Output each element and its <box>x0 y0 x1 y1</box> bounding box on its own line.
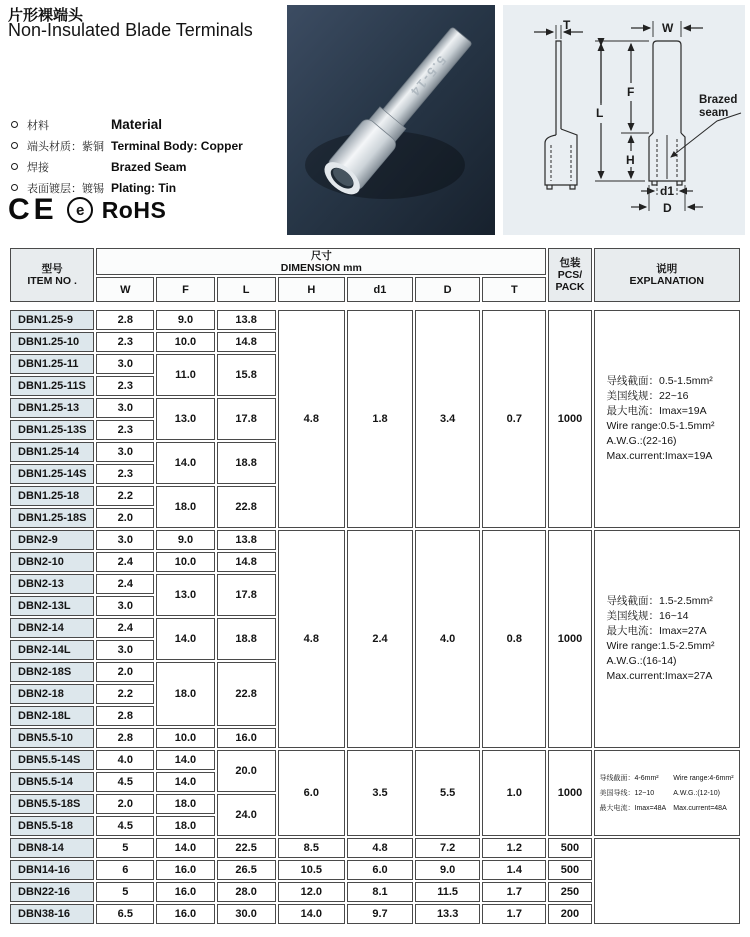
value-cell: 2.0 <box>96 508 154 528</box>
item-no-cell: DBN5.5-18S <box>10 794 94 814</box>
page-title-zh: 片形裸端头 <box>8 7 84 24</box>
col-header-item-no: 型号 ITEM NO . <box>10 248 94 302</box>
material-label-en: Terminal Body: Copper <box>111 138 243 153</box>
value-cell: 1.7 <box>482 882 546 902</box>
bullet-icon <box>11 121 18 128</box>
item-no-cell: DBN1.25-18 <box>10 486 94 506</box>
spec-table-header <box>8 246 742 304</box>
col-header-h: H <box>278 277 345 302</box>
value-cell: 17.8 <box>217 398 276 440</box>
explanation-cell: 导线截面：1.5-2.5mm² 美国线规：16~14 最大电流：Imax=27A Wire range:1.5-2.5mm² A.W.G.:(16-14) Max.current:Imax=27A <box>594 530 740 748</box>
value-cell: 13.0 <box>156 574 214 616</box>
value-cell: 3.0 <box>96 596 154 616</box>
dim-label-f: F <box>627 85 635 99</box>
explanation-cell: 导线截面：4-6mm² 美国导线：12~10 最大电流：Imax=48A Wire range:4-6mm² A.W.G.:(12-10) Max.current=48A <box>594 750 740 836</box>
value-cell: 6.0 <box>278 750 345 836</box>
value-cell: 2.0 <box>96 794 154 814</box>
value-cell: 14.0 <box>278 904 345 924</box>
item-no-cell: DBN14-16 <box>10 860 94 880</box>
material-label-zh: 焊接 <box>27 161 49 174</box>
item-no-cell: DBN1.25-18S <box>10 508 94 528</box>
col-header-d: D <box>415 277 480 302</box>
value-cell: 3.0 <box>96 354 154 374</box>
value-cell: 14.0 <box>156 442 214 484</box>
value-cell: 2.2 <box>96 486 154 506</box>
col-header-l: L <box>217 277 276 302</box>
item-no-cell: DBN1.25-11 <box>10 354 94 374</box>
item-no-cell: DBN5.5-10 <box>10 728 94 748</box>
value-cell: 14.8 <box>217 332 276 352</box>
value-cell: 2.0 <box>96 662 154 682</box>
value-cell: 18.0 <box>156 662 214 726</box>
value-cell: 1000 <box>548 530 591 748</box>
material-label-en: Brazed Seam <box>111 159 187 174</box>
material-label-en: Material <box>111 117 163 132</box>
bullet-icon <box>11 163 18 170</box>
explanation-cell: 导线截面：0.5-1.5mm² 美国线规：22~16 最大电流：Imax=19A Wire range:0.5-1.5mm² A.W.G.:(22-16) Max.current:Imax=19A <box>594 310 740 528</box>
item-no-cell: DBN1.25-9 <box>10 310 94 330</box>
value-cell: 14.0 <box>156 750 214 770</box>
top-section <box>0 0 750 244</box>
value-cell: 11.5 <box>415 882 480 902</box>
value-cell: 3.0 <box>96 442 154 462</box>
value-cell: 13.0 <box>156 398 214 440</box>
item-no-cell: DBN22-16 <box>10 882 94 902</box>
value-cell: 3.0 <box>96 398 154 418</box>
value-cell: 2.8 <box>96 706 154 726</box>
dim-label-h: H <box>626 153 635 167</box>
value-cell: 24.0 <box>217 794 276 836</box>
value-cell: 15.8 <box>217 354 276 396</box>
value-cell: 10.0 <box>156 728 214 748</box>
col-header-t: T <box>482 277 546 302</box>
material-label-zh: 表面镀层：镀锡 <box>27 182 104 195</box>
value-cell: 14.0 <box>156 772 214 792</box>
value-cell: 3.0 <box>96 640 154 660</box>
dimension-diagram <box>503 5 745 235</box>
item-no-cell: DBN1.25-14 <box>10 442 94 462</box>
value-cell: 3.4 <box>415 310 480 528</box>
value-cell: 2.8 <box>96 310 154 330</box>
value-cell: 2.4 <box>347 530 413 748</box>
value-cell: 6 <box>96 860 154 880</box>
value-cell: 1000 <box>548 310 591 528</box>
dimension-diagram-drawing <box>503 5 745 235</box>
value-cell: 26.5 <box>217 860 276 880</box>
blade-terminal-photo <box>287 5 495 235</box>
value-cell: 1.4 <box>482 860 546 880</box>
value-cell: 2.4 <box>96 574 154 594</box>
value-cell: 14.8 <box>217 552 276 572</box>
item-no-cell: DBN2-14 <box>10 618 94 638</box>
materials-list <box>11 114 243 198</box>
value-cell: 9.7 <box>347 904 413 924</box>
material-row <box>11 114 243 135</box>
value-cell: 6.5 <box>96 904 154 924</box>
value-cell: 18.0 <box>156 486 214 528</box>
value-cell: 8.5 <box>278 838 345 858</box>
page-title-en: Non-Insulated Blade Terminals <box>8 20 253 40</box>
value-cell: 22.5 <box>217 838 276 858</box>
value-cell: 200 <box>548 904 591 924</box>
col-header-explanation: 说明 EXPLANATION <box>594 248 740 302</box>
item-no-cell: DBN2-13 <box>10 574 94 594</box>
value-cell: 6.0 <box>347 860 413 880</box>
quality-mark-icon: e <box>67 197 93 223</box>
item-no-cell: DBN38-16 <box>10 904 94 924</box>
value-cell: 18.0 <box>156 794 214 814</box>
spec-table <box>8 308 742 926</box>
value-cell: 9.0 <box>156 310 214 330</box>
certification-marks <box>8 193 166 227</box>
value-cell: 10.5 <box>278 860 345 880</box>
value-cell: 14.0 <box>156 838 214 858</box>
table-row <box>10 750 740 770</box>
dim-label-d1: d1 <box>660 184 675 198</box>
value-cell: 10.0 <box>156 552 214 572</box>
value-cell: 4.8 <box>347 838 413 858</box>
value-cell: 4.8 <box>278 530 345 748</box>
table-row <box>10 530 740 550</box>
item-no-cell: DBN1.25-13S <box>10 420 94 440</box>
table-row <box>10 838 740 858</box>
value-cell: 2.3 <box>96 420 154 440</box>
value-cell: 18.8 <box>217 442 276 484</box>
brazed-seam-label-1: Brazed <box>699 94 738 106</box>
value-cell: 11.0 <box>156 354 214 396</box>
value-cell: 4.5 <box>96 772 154 792</box>
value-cell: 500 <box>548 838 591 858</box>
value-cell: 16.0 <box>217 728 276 748</box>
col-header-d1: d1 <box>347 277 413 302</box>
product-photo <box>287 5 495 235</box>
dim-label-d: D <box>663 201 672 215</box>
item-no-cell: DBN2-10 <box>10 552 94 572</box>
item-no-cell: DBN2-14L <box>10 640 94 660</box>
value-cell: 22.8 <box>217 662 276 726</box>
value-cell: 10.0 <box>156 332 214 352</box>
brazed-seam-label-2: seam <box>699 107 729 119</box>
col-header-pack: 包装 PCS/ PACK <box>548 248 591 302</box>
bullet-icon <box>11 184 18 191</box>
item-no-cell: DBN8-14 <box>10 838 94 858</box>
ce-mark-icon: CE <box>8 193 58 226</box>
explanation-cell <box>594 838 740 924</box>
value-cell: 2.4 <box>96 552 154 572</box>
dim-label-l: L <box>596 106 604 120</box>
item-no-cell: DBN2-18 <box>10 684 94 704</box>
value-cell: 1.2 <box>482 838 546 858</box>
col-header-w: W <box>96 277 154 302</box>
item-no-cell: DBN2-18S <box>10 662 94 682</box>
value-cell: 17.8 <box>217 574 276 616</box>
dim-label-t: T <box>563 18 571 32</box>
rohs-mark: RoHS <box>101 196 167 223</box>
emboss-marking: 5.5-14 <box>406 53 450 101</box>
value-cell: 4.0 <box>415 530 480 748</box>
spec-table-rows <box>10 310 740 924</box>
value-cell: 3.5 <box>347 750 413 836</box>
value-cell: 500 <box>548 860 591 880</box>
item-no-cell: DBN1.25-10 <box>10 332 94 352</box>
bullet-icon <box>11 142 18 149</box>
value-cell: 14.0 <box>156 618 214 660</box>
item-no-cell: DBN5.5-14S <box>10 750 94 770</box>
value-cell: 16.0 <box>156 904 214 924</box>
value-cell: 30.0 <box>217 904 276 924</box>
value-cell: 16.0 <box>156 860 214 880</box>
value-cell: 2.3 <box>96 464 154 484</box>
col-header-dimension: 尺寸 DIMENSION mm <box>96 248 546 275</box>
value-cell: 1.7 <box>482 904 546 924</box>
value-cell: 4.8 <box>278 310 345 528</box>
item-no-cell: DBN2-13L <box>10 596 94 616</box>
material-label-en: Plating: Tin <box>111 180 177 195</box>
item-no-cell: DBN1.25-11S <box>10 376 94 396</box>
item-no-cell: DBN5.5-14 <box>10 772 94 792</box>
value-cell: 13.3 <box>415 904 480 924</box>
dim-label-w: W <box>662 21 674 35</box>
value-cell: 0.7 <box>482 310 546 528</box>
value-cell: 1.0 <box>482 750 546 836</box>
value-cell: 5 <box>96 882 154 902</box>
value-cell: 2.3 <box>96 332 154 352</box>
value-cell: 2.8 <box>96 728 154 748</box>
value-cell: 13.8 <box>217 310 276 330</box>
value-cell: 18.8 <box>217 618 276 660</box>
value-cell: 8.1 <box>347 882 413 902</box>
value-cell: 13.8 <box>217 530 276 550</box>
value-cell: 1000 <box>548 750 591 836</box>
item-no-cell: DBN2-18L <box>10 706 94 726</box>
value-cell: 28.0 <box>217 882 276 902</box>
table-row <box>10 310 740 330</box>
value-cell: 4.0 <box>96 750 154 770</box>
value-cell: 2.3 <box>96 376 154 396</box>
item-no-cell: DBN1.25-13 <box>10 398 94 418</box>
value-cell: 9.0 <box>415 860 480 880</box>
value-cell: 9.0 <box>156 530 214 550</box>
item-no-cell: DBN2-9 <box>10 530 94 550</box>
value-cell: 16.0 <box>156 882 214 902</box>
value-cell: 250 <box>548 882 591 902</box>
value-cell: 2.2 <box>96 684 154 704</box>
material-label-zh: 端头材质：紫铜 <box>27 140 104 153</box>
material-row <box>11 135 243 156</box>
value-cell: 22.8 <box>217 486 276 528</box>
value-cell: 18.0 <box>156 816 214 836</box>
item-no-cell: DBN1.25-14S <box>10 464 94 484</box>
material-row <box>11 156 243 177</box>
value-cell: 4.5 <box>96 816 154 836</box>
item-no-cell: DBN5.5-18 <box>10 816 94 836</box>
value-cell: 2.4 <box>96 618 154 638</box>
value-cell: 20.0 <box>217 750 276 792</box>
value-cell: 3.0 <box>96 530 154 550</box>
value-cell: 12.0 <box>278 882 345 902</box>
material-label-zh: 材料 <box>27 119 49 132</box>
value-cell: 7.2 <box>415 838 480 858</box>
value-cell: 0.8 <box>482 530 546 748</box>
value-cell: 1.8 <box>347 310 413 528</box>
col-header-f: F <box>156 277 214 302</box>
value-cell: 5 <box>96 838 154 858</box>
value-cell: 5.5 <box>415 750 480 836</box>
